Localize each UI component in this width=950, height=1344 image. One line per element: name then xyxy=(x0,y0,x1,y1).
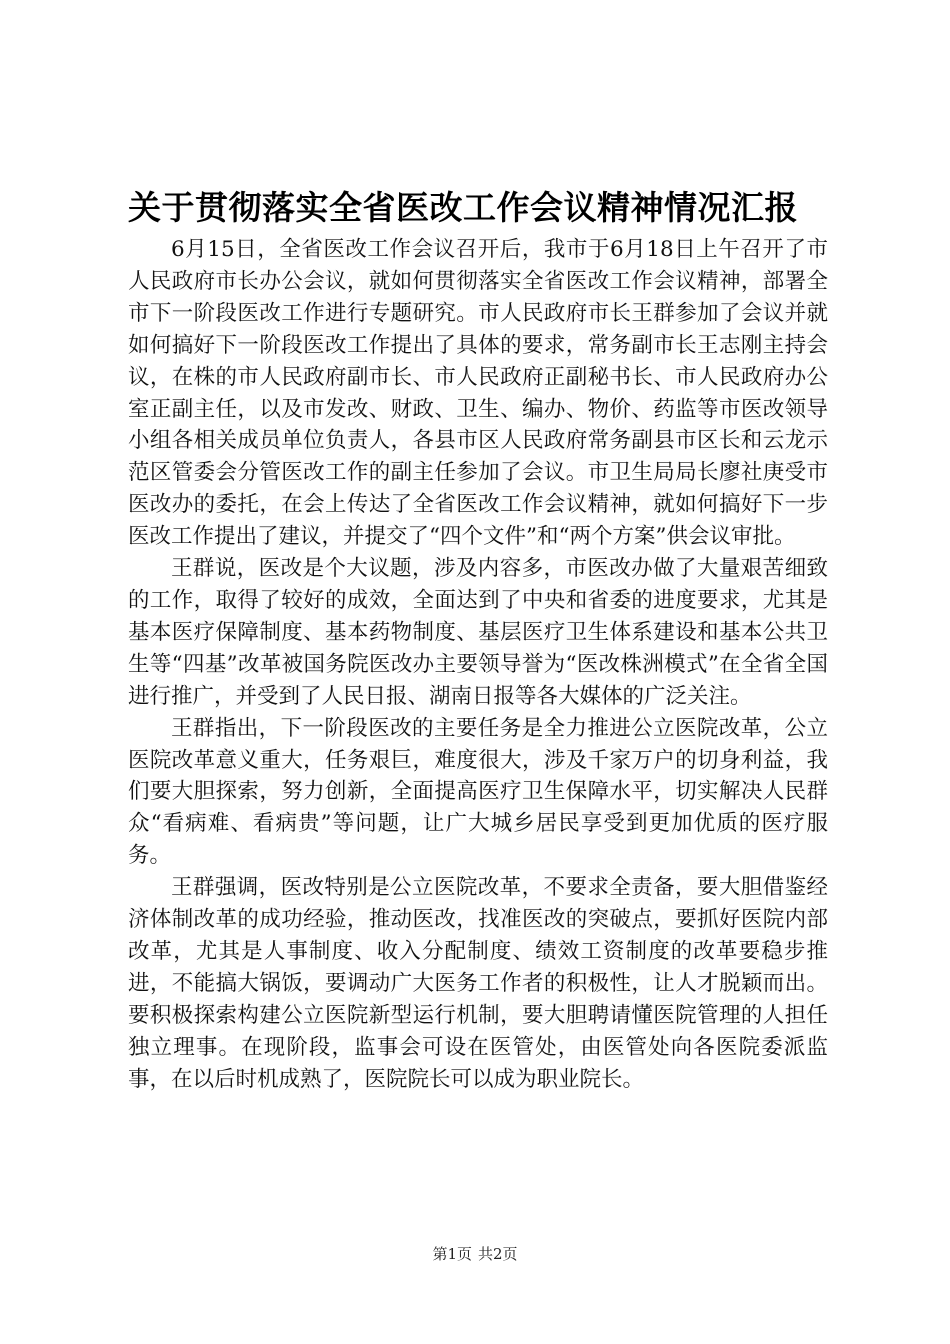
document-body xyxy=(128,234,828,1095)
paragraph-4: 王群强调，医改特别是公立医院改革，不要求全责备，要大胆借鉴经济体制改革的成功经验，推动医改，找准医改的突破点，要抓好医院内部改革，尤其是人事制度、收入分配制度、绩效工资制度的改革要稳步推进，不能搞大锅饭，要调动广大医务工作者的积极性，让人才脱颖而出。要积极探索构建公立医院新型运行机制，要大胆聘请懂医院管理的人担任独立理事。在现阶段，监事会可设在医管处，由医管处向各医院委派监事，在以后时机成熟了，医院院长可以成为职业院长。 xyxy=(128,875,828,1092)
document-title: 关于贯彻落实全省医改工作会议精神情况汇报 xyxy=(128,188,798,227)
paragraph-1: 6月15日，全省医改工作会议召开后，我市于6月18日上午召开了市人民政府市长办公会议，就如何贯彻落实全省医改工作会议精神，部署全市下一阶段医改工作进行专题研究。市人民政府市长王群参加了会议并就如何搞好下一阶段医改工作提出了具体的要求，常务副市长王志刚主持会议，在株的市人民政府副市长、市人民政府正副秘书长、市人民政府办公室正副主任，以及市发改、财政、卫生、编办、物价、药监等市医改领导小组各相关成员单位负责人，各县市区人民政府常务副县市区长和云龙示范区管委会分管医改工作的副主任参加了会议。市卫生局局长廖社庚受市医改办的委托，在会上传达了全省医改工作会议精神，就如何搞好下一步医改工作提出了建议，并提交了“四个文件”和“两个方案”供会议审批。 xyxy=(128,237,828,550)
page-footer xyxy=(0,1244,950,1264)
paragraph-2: 王群说，医改是个大议题，涉及内容多，市医改办做了大量艰苦细致的工作，取得了较好的成效，全面达到了中央和省委的进度要求，尤其是基本医疗保障制度、基本药物制度、基层医疗卫生体系建设和基本公共卫生等“四基”改革被国务院医改办主要领导誉为“医改株洲模式”在全省全国进行推广，并受到了人民日报、湖南日报等各大媒体的广泛关注。 xyxy=(128,556,828,709)
page-number: 第1页 xyxy=(432,1245,472,1263)
paragraph-3: 王群指出，下一阶段医改的主要任务是全力推进公立医院改革，公立医院改革意义重大，任务艰巨，难度很大，涉及千家万户的切身利益，我们要大胆探索，努力创新，全面提高医疗卫生保障水平，切实解决人民群众“看病难、看病贵”等问题，让广大城乡居民享受到更加优质的医疗服务。 xyxy=(128,715,828,869)
page-total: 共2页 xyxy=(478,1245,518,1263)
